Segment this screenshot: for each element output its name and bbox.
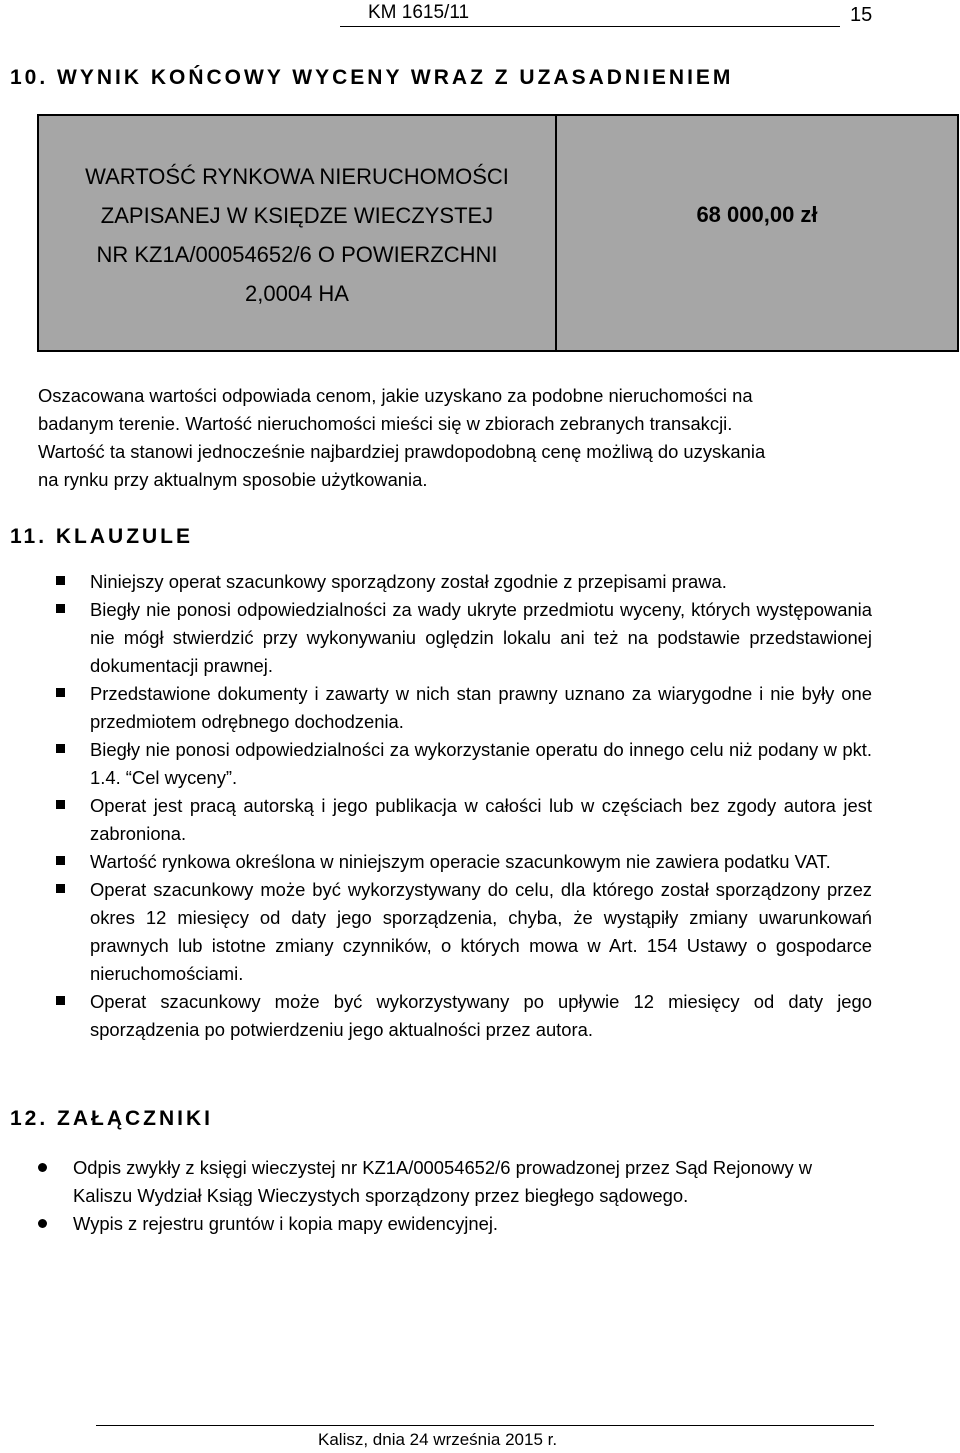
- list-item: [38, 1210, 838, 1238]
- clause-text: Biegły nie ponosi odpowiedzialności za wykorzystanie operatu do innego celu niż podany w pkt. 1.4. “Cel wyceny”.: [90, 739, 872, 788]
- page-header: [0, 0, 960, 36]
- attachment-text: Odpis zwykły z księgi wieczystej nr KZ1A/00054652/6 prowadzonej przez Sąd Rejonowy w Kaliszu Wydział Ksiąg Wieczystych sporządzony przez biegłego sądowego.: [73, 1157, 813, 1206]
- value-label-cell: [39, 116, 557, 350]
- square-bullet-icon: [56, 688, 65, 697]
- list-item: [56, 596, 872, 680]
- value-label-line: ZAPISANEJ W KSIĘDZE WIECZYSTEJ: [100, 203, 494, 228]
- clause-text: Operat szacunkowy może być wykorzystywany po upływie 12 miesięcy od daty jego sporządzenia po potwierdzeniu jego aktualności przez autora.: [90, 991, 872, 1040]
- list-item: [56, 876, 872, 988]
- clause-text: Przedstawione dokumenty i zawarty w nich stan prawny uznano za wiarygodne i nie były one przedmiotem odrębnego dochodzenia.: [90, 683, 872, 732]
- list-item: [56, 848, 872, 876]
- value-label-line: NR KZ1A/00054652/6 O POWIERZCHNI: [96, 242, 498, 267]
- attachment-text: Wypis z rejestru gruntów i kopia mapy ewidencyjnej.: [73, 1213, 499, 1234]
- section-12-title: 12. ZAŁĄCZNIKI: [10, 1107, 214, 1130]
- list-item: [56, 736, 872, 792]
- clause-text: Operat jest pracą autorską i jego publikacja w całości lub w częściach bez zgody autora jest zabroniona.: [90, 795, 872, 844]
- round-bullet-icon: [38, 1163, 47, 1172]
- justification-line: na rynku przy aktualnym sposobie użytkowania.: [38, 469, 428, 490]
- value-amount-cell: [557, 116, 957, 350]
- attachments-list: [38, 1154, 838, 1238]
- footer-rule: [96, 1425, 874, 1426]
- justification-line: Wartość ta stanowi jednocześnie najbardziej prawdopodobną cenę możliwą do uzyskania: [38, 441, 766, 462]
- value-table: [37, 114, 959, 352]
- clause-text: Wartość rynkowa określona w niniejszym operacie szacunkowym nie zawiera podatku VAT.: [90, 851, 831, 872]
- round-bullet-icon: [38, 1219, 47, 1228]
- clause-text: Niniejszy operat szacunkowy sporządzony został zgodnie z przepisami prawa.: [90, 571, 727, 592]
- list-item: [56, 792, 872, 848]
- value-label-line: 2,0004 HA: [245, 281, 349, 306]
- square-bullet-icon: [56, 996, 65, 1005]
- case-reference: KM 1615/11: [368, 2, 470, 23]
- justification-line: Oszacowana wartości odpowiada cenom, jakie uzyskano za podobne nieruchomości na: [38, 385, 753, 406]
- square-bullet-icon: [56, 604, 65, 613]
- justification-line: badanym terenie. Wartość nieruchomości mieści się w zbiorach zebranych transakcji.: [38, 413, 733, 434]
- clause-text: Operat szacunkowy może być wykorzystywany do celu, dla którego został sporządzony przez okres 12 miesięcy od daty jego sporządzenia, chyba, że wystąpiły zmiany uwarunkowań prawnych lub istotne zmiany czynników, o których mowa w Art. 154 Ustawy o gospodarce nieruchomościami.: [90, 879, 872, 984]
- square-bullet-icon: [56, 856, 65, 865]
- place-and-date: Kalisz, dnia 24 września 2015 r.: [318, 1430, 558, 1449]
- square-bullet-icon: [56, 800, 65, 809]
- square-bullet-icon: [56, 576, 65, 585]
- clauses-list: [56, 568, 872, 1044]
- section-10-title: 10. WYNIK KOŃCOWY WYCENY WRAZ Z UZASADNIENIEM: [10, 66, 734, 89]
- page-number: 15: [850, 4, 873, 26]
- list-item: [56, 680, 872, 736]
- header-rule: [340, 26, 840, 27]
- list-item: [56, 988, 872, 1044]
- value-label-line: WARTOŚĆ RYNKOWA NIERUCHOMOŚCI: [85, 164, 509, 189]
- value-amount: 68 000,00 zł: [696, 202, 818, 227]
- section-11-title: 11. KLAUZULE: [10, 525, 194, 548]
- square-bullet-icon: [56, 744, 65, 753]
- list-item: [38, 1154, 838, 1210]
- justification-paragraph: [38, 382, 878, 494]
- square-bullet-icon: [56, 884, 65, 893]
- list-item: [56, 568, 872, 596]
- clause-text: Biegły nie ponosi odpowiedzialności za wady ukryte przedmiotu wyceny, których występowania nie mógł stwierdzić przy wykonywaniu oględzin lokalu ani też na podstawie przedstawionej dokumentacji prawnej.: [90, 599, 872, 676]
